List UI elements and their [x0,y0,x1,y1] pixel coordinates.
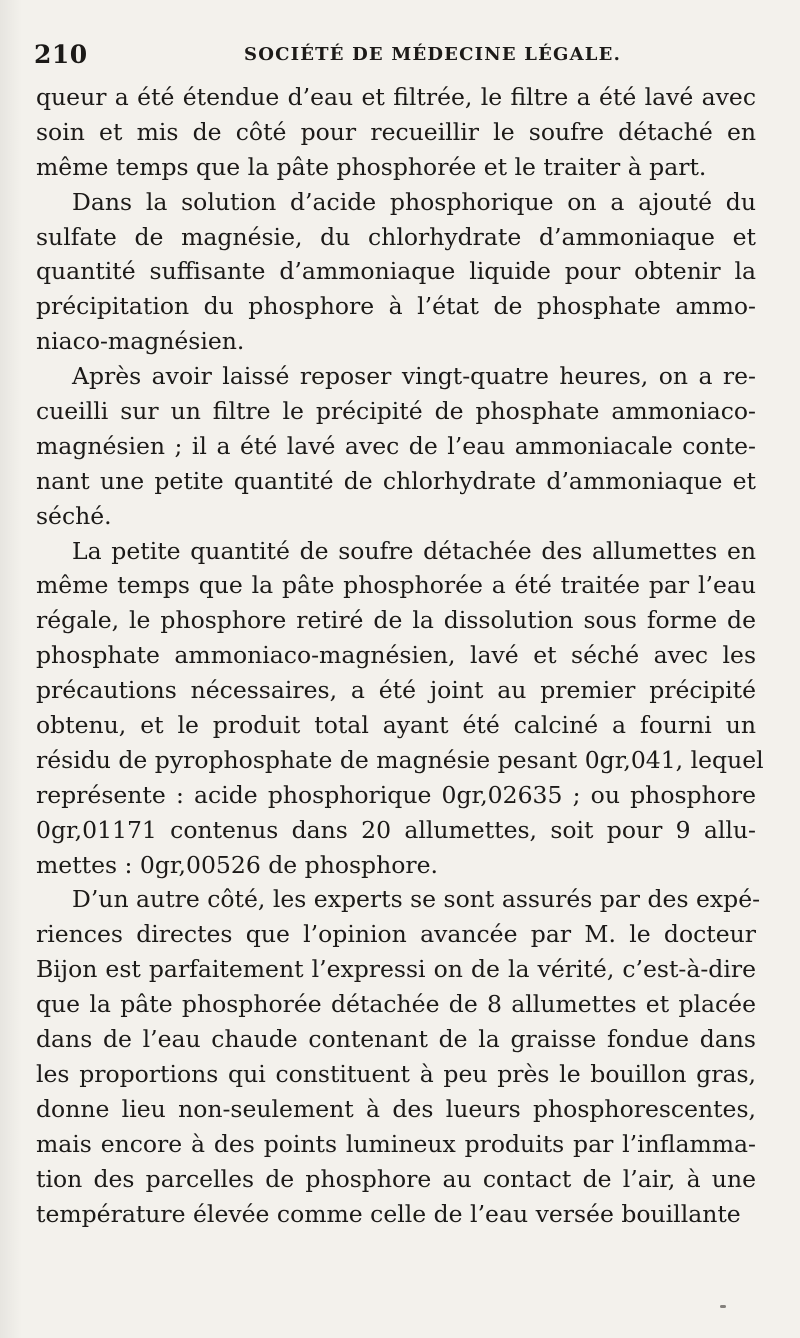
text-line: tion des parcelles de phosphore au contact de l’air, à une [36,1164,756,1193]
text-line: sulfate de magnésie, du chlorhydrate d’ammoniaque et [36,222,756,251]
text-line: niaco-magnésien. [36,327,245,356]
page-number: 210 [34,40,88,69]
running-head: SOCIÉTÉ DE MÉDECINE LÉGALE. [244,44,622,65]
text-line: obtenu, et le produit total ayant été calciné a fourni un [36,711,756,740]
text-line: riences directes que l’opinion avancée par M. le docteur [36,920,756,949]
text-line: représente : acide phosphorique 0gr,02635 ; ou phosphore [36,780,756,809]
text-line: mais encore à des points lumineux produits par l’inflamma- [36,1129,756,1158]
text-line: résidu de pyrophosphate de magnésie pesant 0gr,041, lequel [36,745,764,774]
text-line: régale, le phosphore retiré de la dissolution sous forme de [36,606,756,635]
text-line: nant une petite quantité de chlorhydrate d’ammoniaque et [36,466,756,495]
text-line: D’un autre côté, les experts se sont assurés par des expé- [72,885,761,914]
text-line: température élevée comme celle de l’eau versée bouillante [36,1199,741,1228]
page-header [34,40,764,76]
text-line: séché. [36,501,112,530]
text-line: Dans la solution d’acide phosphorique on a ajouté du [72,187,756,216]
text-line: Bijon est parfaitement l’expressi on de la vérité, c’est-à-dire [36,955,756,984]
text-line: donne lieu non-seulement à des lueurs phosphorescentes, [36,1094,756,1123]
text-line: 0gr,01171 contenus dans 20 allumettes, soit pour 9 allu- [36,815,756,844]
text-line: phosphate ammoniaco-magnésien, lavé et séché avec les [36,641,756,670]
text-line: dans de l’eau chaude contenant de la graisse fondue dans [36,1025,756,1054]
text-line: même temps que la pâte phosphorée et le traiter à part. [36,152,707,181]
text-line: magnésien ; il a été lavé avec de l’eau ammoniacale conte- [36,431,756,460]
text-line: les proportions qui constituent à peu près le bouillon gras, [36,1059,756,1088]
text-line: précautions nécessaires, a été joint au premier précipité [36,676,756,705]
ink-mark [720,1305,726,1308]
body-text [36,80,764,1231]
text-line: queur a été étendue d’eau et filtrée, le filtre a été lavé avec [36,83,756,111]
text-line: La petite quantité de soufre détachée des allumettes en [72,536,756,565]
text-line: soin et mis de côté pour recueillir le soufre détaché en [36,117,756,146]
text-line: cueilli sur un filtre le précipité de phosphate ammoniaco- [36,397,756,426]
text-line: Après avoir laissé reposer vingt-quatre heures, on a re- [72,362,756,391]
text-line: mettes : 0gr,00526 de phosphore. [36,850,438,879]
text-line: précipitation du phosphore à l’état de phosphate ammo- [36,292,756,321]
text-line: même temps que la pâte phosphorée a été traitée par l’eau [36,571,756,600]
text-line: quantité suffisante d’ammoniaque liquide pour obtenir la [36,257,756,286]
text-line: que la pâte phosphorée détachée de 8 allumettes et placée [36,990,756,1019]
